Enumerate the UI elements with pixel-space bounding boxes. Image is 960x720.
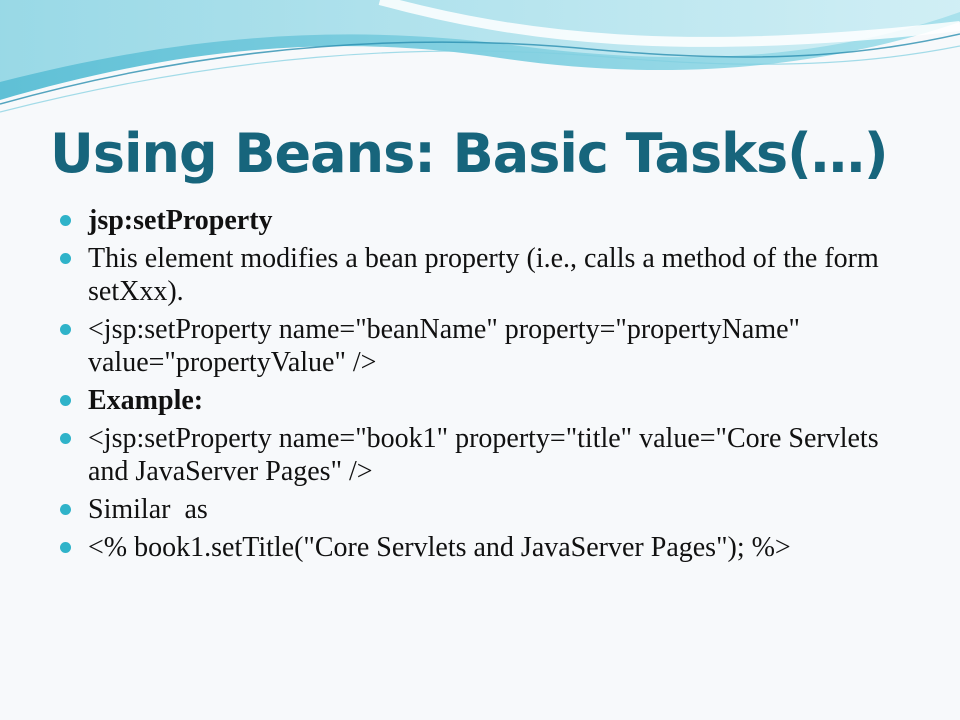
bullet-text: <jsp:setProperty name="book1" property="title" value="Core Servlets and JavaServer Pages" />: [88, 423, 879, 487]
list-item: [58, 422, 908, 488]
bullet-dot-icon: [60, 324, 71, 335]
bullet-text: Example:: [88, 385, 204, 416]
bullet-text: Similar as: [88, 494, 208, 525]
bullet-text: This element modifies a bean property (i.e., calls a method of the form setXxx).: [88, 243, 879, 307]
bullet-text: jsp:setProperty: [88, 205, 273, 236]
list-item: [58, 493, 908, 526]
header-wave-decoration: [0, 0, 960, 120]
bullet-dot-icon: [60, 215, 71, 226]
slide-title: Using Beans: Basic Tasks(…): [50, 122, 888, 185]
bullet-dot-icon: [60, 542, 71, 553]
bullet-list: [58, 204, 908, 569]
list-item: [58, 384, 908, 417]
bullet-dot-icon: [60, 504, 71, 515]
bullet-text: <jsp:setProperty name="beanName" property="propertyName" value="propertyValue" />: [88, 314, 800, 378]
list-item: [58, 242, 908, 308]
bullet-text: <% book1.setTitle("Core Servlets and JavaServer Pages"); %>: [88, 532, 791, 563]
bullet-dot-icon: [60, 395, 71, 406]
list-item: [58, 313, 908, 379]
bullet-dot-icon: [60, 253, 71, 264]
list-item: [58, 531, 908, 564]
list-item: [58, 204, 908, 237]
bullet-dot-icon: [60, 433, 71, 444]
